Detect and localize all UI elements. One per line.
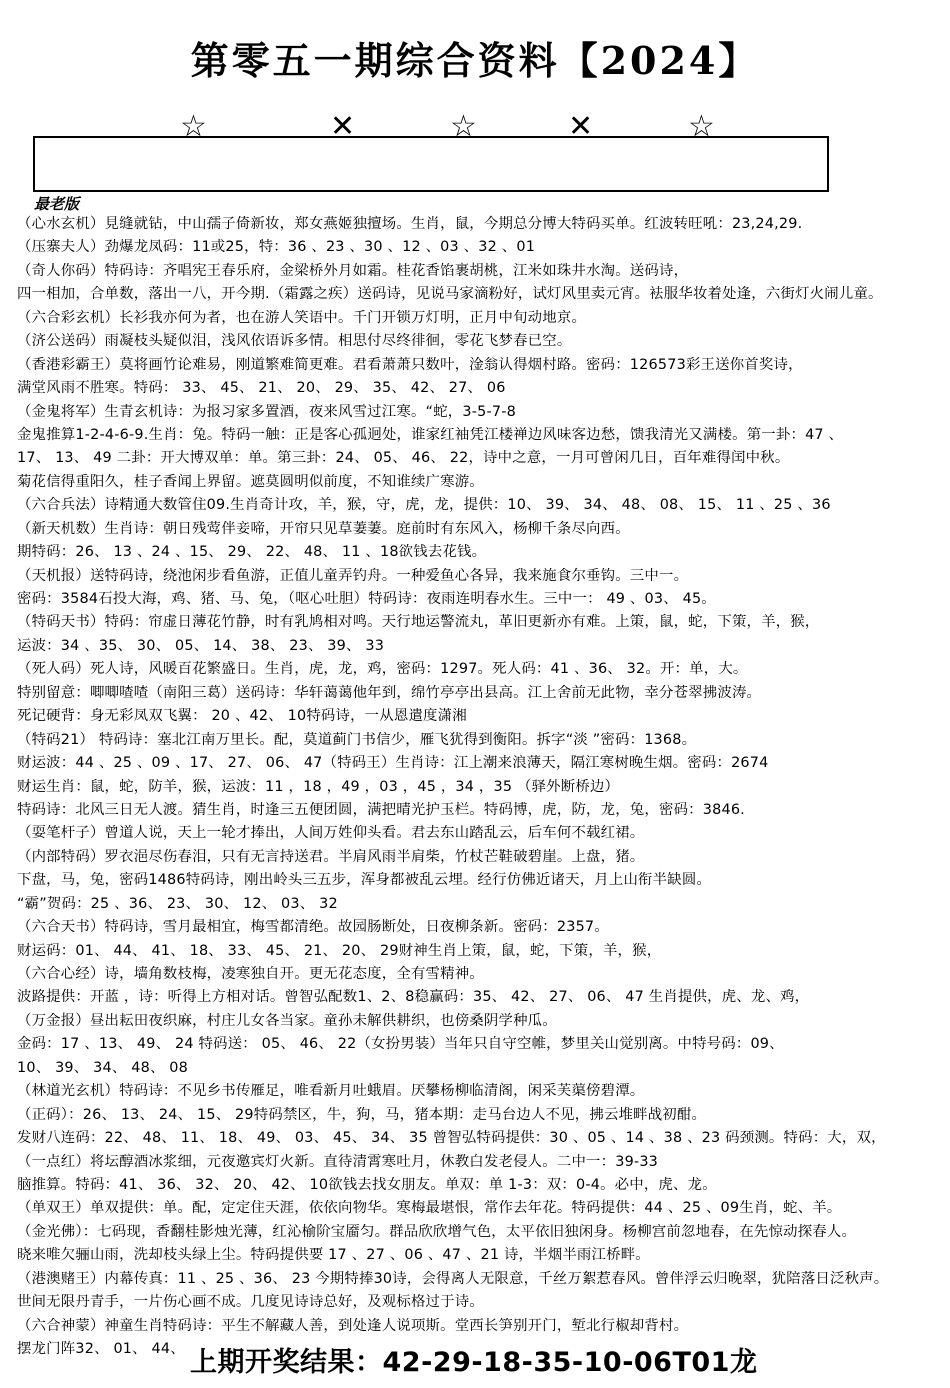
content-line: 摆龙门阵32、 01、 44、 [17,1341,185,1357]
content-line: 金码：17 、13、 49、 24 特码送： 05、 46、 22（女扮男装）当年只自守空帷，梦里关山觉别离。中特号码：09、 [17,1036,784,1053]
cross-star-icon: ✕ [568,109,594,144]
previous-result-banner: 上期开奖结果：42-29-18-35-10-06T01龙 [190,1347,758,1378]
content-line: （特码天书）特码：帘虚日薄花竹静，时有乳鸠相对鸣。天行地运警流丸，革旧更新亦有难。上策，鼠，蛇，下策，羊，猴， [17,614,820,631]
content-line: （天机报）送特码诗，绕池闲步看鱼游，正值儿童弄钓舟。一种爱鱼心各异，我来施食尔垂钩。三中一。 [17,567,689,584]
content-line: 满堂风雨不胜寒。特码： 33、 45、 21、 20、 29、 35、 42、 27、 06 [17,380,506,397]
content-line: 波路提供：开蓝 ，诗：听得上方相对话。曾智弘配数1、2、8稳赢码：35、 42、 27、 06、 47 生肖提供，虎、龙、鸡， [17,989,810,1006]
content-line: （压寨夫人）劲爆龙凤码：11或25，特：36 、23 、30 、12 、03 、32 、01 [17,239,536,256]
content-line: （单双王）单双提供：单。配，定定住天涯，依依向物华。寒梅最堪恨，常作去年花。特码提供：44 、25 、09生肖，蛇、羊。 [17,1200,842,1217]
content-line: （死人码）死人诗，风暖百花繁盛日。生肖，虎，龙，鸡，密码：1297。死人码：41 、36、 32。开：单，大。 [17,661,748,678]
content-line: （金鬼将军）生青玄机诗：为报习家多置酒，夜来风雪过江寒。“蛇，3-5-7-8 [17,403,516,420]
content-line: 脑推算。特码：41、 36、 32、 20、 42、 10欲钱去找女朋友。单双：单 1-3：双：0-4。必中，虎、龙。 [17,1176,717,1193]
content-line: （六合兵法）诗精通大数管住09.生肖奇计攻，羊，猴，守，虎，龙，提供：10、 39、 34、 48、 08、 15、 11 、25 、36 [17,497,831,514]
content-line: 世间无限丹青手，一片伤心画不成。几度见诗诗总好，及观标格过于诗。 [17,1294,484,1311]
content-line: “霸”贺码：25 、36、 23、 30、 12、 03、 32 [17,895,338,912]
content-line: （林道光玄机）特码诗：不见乡书传雁足，唯看新月吐蛾眉。厌攀杨柳临清阁，闲采芙蕖傍碧潭。 [17,1083,645,1100]
content-line: （奇人你码）特码诗：齐唱宪王春乐府，金梁桥外月如霜。桂花香馅裹胡桃，江米如珠井水淘。送码诗， [17,262,689,279]
content-line: 财运码：01、 44、 41、 18、 33、 45、 21、 20、 29财神生肖上策，鼠，蛇，下策，羊，猴， [17,942,662,959]
content-line: 金鬼推算1-2-4-6-9.生肖：兔。特码一触：正是客心孤迥处，谁家红袖凭江楼禅边风味客边愁，馈我清光又满楼。第一卦：47 、 [17,426,844,443]
content-line: （耍笔杆子）曾道人说，天上一轮才捧出，人间万姓仰头看。君去东山踏乱云，后车何不载红裙。 [17,825,645,842]
content-line: （港澳赌王）内幕传真：11 、25 、36、 23 今期特捧30诗，会得离人无限意，千丝万絮惹春风。曾伴浮云归晚翠，犹陪落日泛秋声。 [17,1270,889,1287]
content-line: 密码：3584石投大海，鸡、猪、马、兔，（呕心吐胆）特码诗：夜雨连明春水生。三中一： 49 、03、 45。 [17,591,716,607]
content-line: （济公送码）雨凝枝头疑似泪，浅风依语诉多情。相思付尽终徘徊，零花飞梦春已空。 [17,333,572,350]
page-title: 第零五一期综合资料【2024】 [190,38,760,83]
content-line: 菊花信得重阳久，桂子香闻上界留。遮莫圆明似前度，不知谁续广寒游。 [17,473,484,490]
content-line: 下盘，马，兔，密码1486特码诗，刚出岭头三五步，浑身都被乱云埋。经行仿佛近诸天，月上山衔半缺圆。 [17,872,712,889]
content-line: （六合天书）特码诗，雪月最相宜，梅雪都清绝。故园肠断处，日夜柳条新。密码：2357。 [17,919,609,936]
content-line: （正码）：26、 13、 24、 15、 29特码禁区，牛，狗，马，猪本期：走马台边人不见，拂云堆畔战初酣。 [17,1106,707,1123]
version-label: 最老版 [34,195,80,213]
content-line: （特码21） 特码诗：塞北江南万里长。配，莫道蓟门书信少，雁飞犹得到衡阳。拆字“淡 ”密码：1368。 [17,731,697,748]
content-line: （香港彩霸王）莫将画竹论难易，刚道繁难简更难。君看萧萧只数叶，淦翁认得烟村路。密码：126573彩王送你首奖诗， [17,356,803,373]
content-line: 财运波：44 、25 、09 、17、 27、 06、 47（特码王）生肖诗：江上潮来浪薄天，隔江寒树晚生烟。密码：2674 [17,755,769,772]
content-line: 期特码：26、 13 、24 、15、 29、 22、 48、 11 、18欲钱去花钱。 [17,544,487,561]
content-line: 特别留意：唧唧喳喳（南阳三葛）送码诗：华轩蔼蔼他年到，绵竹亭亭出县高。江上舍前无此物，幸分苍翠拂波涛。 [17,684,762,701]
content-line: （新天机数）生肖诗：朝日残莺伴妾啼，开帘只见草萋萋。庭前时有东风入，杨柳千条尽向西。 [17,520,630,537]
content-line: 10、 39、 34、 48、 08 [17,1059,189,1076]
star-icon: ☆ [180,109,207,144]
content-line: 运波：34 、35、 30、 05、 14、 38、 23、 39、 33 [17,637,385,654]
content-line: 四一相加，合单数，落出一八，开今期.（霜露之疾）送码诗，见说马家滴粉好，试灯风里卖元宵。袪服华妆着处逢，六街灯火闹儿童。 [17,286,883,303]
star-icon: ☆ [688,109,715,144]
content-line: 财运生肖：鼠，蛇，防羊，猴，运波：11 ，18 ，49 ，03 ，45 ，34 ，35 （驿外断桥边） [17,778,620,795]
content-line: （万金报）昼出耘田夜织麻，村庄儿女各当家。童孙未解供耕织，也傍桑阴学种瓜。 [17,1012,557,1029]
content-line: （一点红）将坛醇酒冰浆细，元夜邀宾灯火新。直待清霄寒吐月，休教白发老侵人。二中一：39-33 [17,1153,659,1170]
content-line: 死记硬背：身无彩凤双飞翼： 20 、42、 10特码诗，一从恩遣度潇湘 [17,708,467,725]
content-line: 特码诗：北风三日无人渡。猜生肖，时逢三五便团圆，满把晴光护玉栏。特码博，虎，防，龙，兔，密码：3846. [17,801,745,818]
content-line: 发财八连码：22、 48、 11、 18、 49、 03、 45、 34、 35 曾智弘特码提供：30 、05 、14 、38 、23 码颈测。特码：大，双， [17,1130,886,1147]
content-line: （金光佛）：七码现，香翻桂影烛光薄，红沁榆阶宝靥匀。群品欣欣增气色，太平依旧独闲身。杨柳宫前忽地春，在先惊动探春人。 [17,1223,857,1240]
content-lines [17,213,947,1361]
content-line: （内部特码）罗衣浥尽伤春泪，只有无言持送君。半肩风雨半肩柴，竹杖芒鞋破碧崖。上盘，猪。 [17,848,645,865]
content-line: 晓来唯欠骊山雨，洗却枝头绿上尘。特码提供要 17 、27 、06 、47 、21 诗，半烟半雨江桥畔。 [17,1247,650,1264]
content-line: （六合神蒙）神童生肖特码诗：平生不解藏人善，到处逢人说项斯。堂西长笋别开门，堑北行椒却背村。 [17,1317,689,1334]
content-line: （六合心经）诗，墙角数枝梅，凌寒独自开。更无花态度，全有雪精神。 [17,966,484,982]
content-line: （六合彩玄机）长衫我亦何为者，也在游人笑语中。千门开锁万灯明，正月中旬动地京。 [17,309,587,326]
content-line: 17、 13、 49 二卦：开大博双单：单。第三卦：24、 05、 46、 22，诗中之意，一月可曾闲几日，百年难得闰中秋。 [17,450,790,467]
star-icon: ☆ [450,109,477,144]
content-line: （心水玄机）見缝就钻，中山孺子倚新妆，郑女燕姬独擅场。生肖，鼠，今期总分博大特码买单。红波转旺吼：23,24,29. [17,216,803,232]
cross-star-icon: ✕ [330,109,356,144]
header-box [33,136,829,192]
